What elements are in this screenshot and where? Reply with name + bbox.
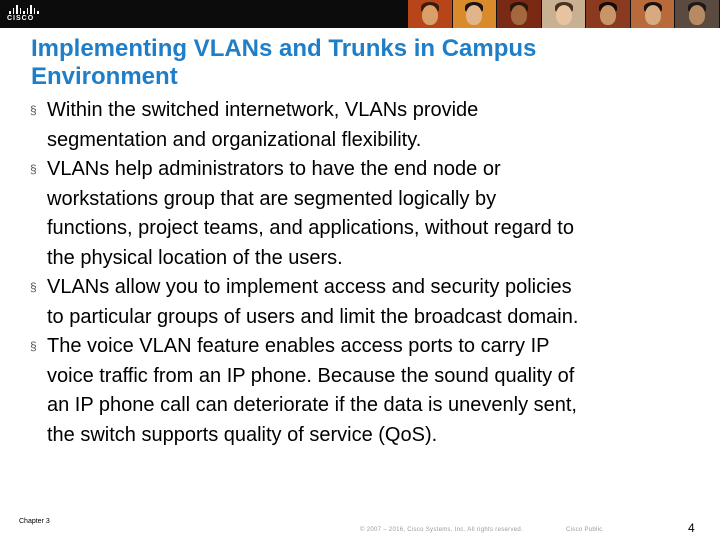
bullet-item	[30, 273, 700, 332]
bullet-line: functions, project teams, and applications, without regard to	[47, 217, 574, 239]
bullet-marker-icon: §	[30, 280, 37, 294]
bullet-line: VLANs allow you to implement access and security policies	[47, 276, 572, 298]
bullet-line: the switch supports quality of service (QoS).	[47, 423, 438, 446]
person-photo	[453, 0, 498, 28]
cisco-logo-text: CISCO	[7, 15, 35, 22]
person-photo	[497, 0, 542, 28]
person-photo	[586, 0, 631, 28]
bullet-line: VLANs help administrators to have the end node or	[47, 158, 501, 180]
person-photo	[408, 0, 453, 28]
bullet-line: workstations group that are segmented logically by	[47, 187, 497, 210]
photo-strip	[408, 0, 720, 28]
bullet-list	[30, 96, 700, 450]
cisco-logo-bars-icon	[9, 4, 43, 14]
bullet-line: the physical location of the users.	[47, 246, 343, 269]
bullet-marker-icon: §	[30, 162, 37, 176]
header-banner	[0, 0, 720, 28]
person-photo	[542, 0, 587, 28]
bullet-line: to particular groups of users and limit the broadcast domain.	[47, 305, 579, 328]
bullet-item	[30, 155, 700, 273]
person-photo	[631, 0, 676, 28]
bullet-line: Within the switched internetwork, VLANs provide	[47, 99, 479, 121]
copyright-notice: © 2007 – 2016, Cisco Systems, Inc. All rights reserved.	[360, 527, 523, 533]
slide-title	[31, 35, 691, 91]
slide-title-line: Implementing VLANs and Trunks in Campus	[31, 35, 537, 62]
bullet-line: an IP phone call can deteriorate if the data is unevenly sent,	[47, 394, 577, 416]
cisco-logo	[7, 4, 43, 24]
bullet-line: The voice VLAN feature enables access ports to carry IP	[47, 335, 550, 357]
person-photo	[675, 0, 720, 28]
chapter-label: Chapter 3	[19, 518, 50, 525]
bullet-line: segmentation and organizational flexibility.	[47, 128, 422, 151]
bullet-line: voice traffic from an IP phone. Because the sound quality of	[47, 364, 575, 387]
classification-label: Cisco Public	[566, 527, 603, 533]
bullet-item	[30, 96, 700, 155]
bullet-marker-icon: §	[30, 339, 37, 353]
bullet-item	[30, 332, 700, 450]
page-number: 4	[688, 521, 695, 535]
slide-title-line: Environment	[31, 63, 178, 90]
bullet-marker-icon: §	[30, 103, 37, 117]
